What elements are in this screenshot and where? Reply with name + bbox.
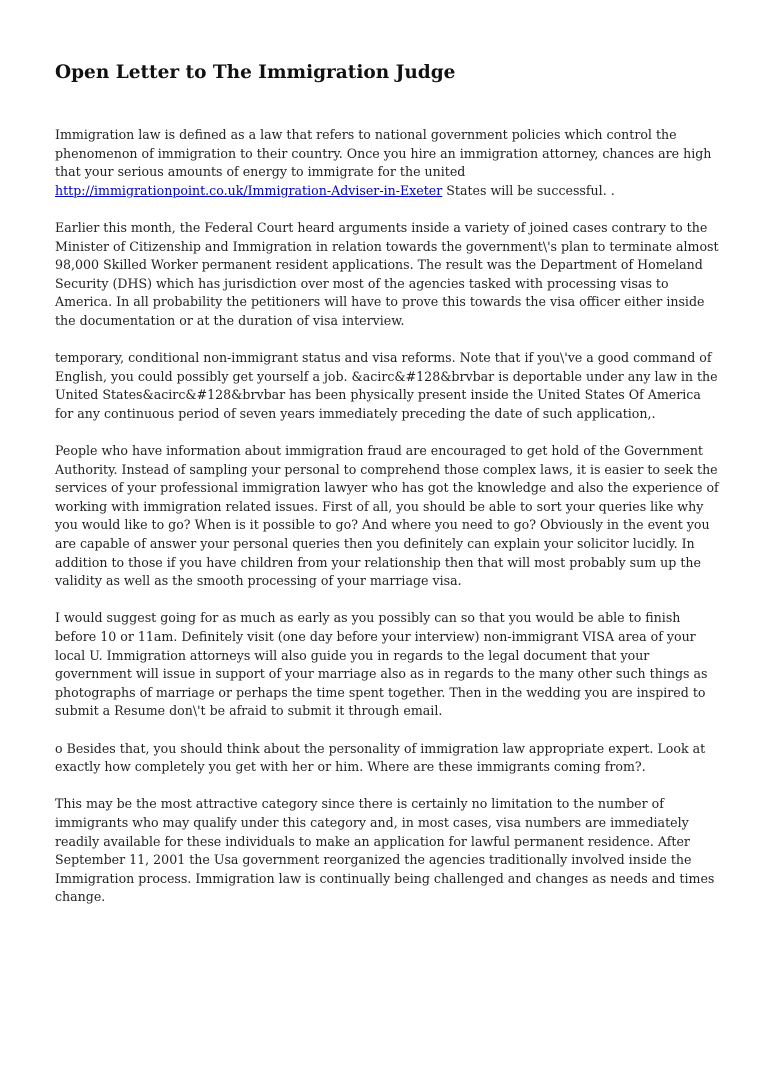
paragraph-6: o Besides that, you should think about the personality of immigration law appropriate expert. Look at exactly how completely you get with her or him. Where are these immigrants coming from?. [55,740,706,775]
document-title: Open Letter to The Immigration Judge [55,62,456,83]
paragraph-5: I would suggest going for as much as early as you possibly can so that you would be able to finish before 10 or 11am. Definitely visit (one day before your interview) non-immigrant VISA area of your local U. Immigration attorneys will also guide you in regards to the legal document that your government will issue in support of your marriage also as in regards to the many other such things as photographs of marriage or perhaps the time spent together. Then in the wedding you are inspired to submit a Resume don\'t be afraid to submit it through email. [55,610,708,719]
paragraph-7: This may be the most attractive category since there is certainly no limitation to the number of immigrants who may qualify under this category and, in most cases, visa numbers are immediately readily available for these individuals to make an application for lawful permanent residence. After September 11, 2001 the Usa government reorganized the agencies traditionally involved inside the Immigration process. Immigration law is continually being challenged and changes as needs and times change. [55,796,715,905]
paragraph-1-text-start: Immigration law is defined as a law that refers to national government policies which control the phenomenon of immigration to their country. Once you hire an immigration attorney, chances are high that your serious amounts of energy to immigrate for the united [55,127,712,180]
paragraph-1 [55,126,720,200]
paragraph-4: People who have information about immigration fraud are encouraged to get hold of the Government Authority. Instead of sampling your personal to comprehend those complex laws, it is easier to seek the services of your professional immigration lawyer who has got the knowledge and also the experience of working with immigration related issues. First of all, you should be able to sort your queries like why you would like to go? When is it possible to go? And where you need to go? Obviously in the event you are capable of answer your personal queries then you definitely can explain your solicitor lucidly. In addition to those if you have children from your relationship then that will most probably sum up the validity as well as the smooth processing of your marriage visa. [55,443,719,589]
immigration-adviser-link[interactable]: http://immigrationpoint.co.uk/Immigration-Adviser-in-Exeter [55,182,443,198]
paragraph-3: temporary, conditional non-immigrant status and visa reforms. Note that if you\'ve a good command of English, you could possibly get yourself a job. &acirc&#128&brvbar is deportable under any law in the United States&acirc&#128&brvbar has been physically present inside the United States Of America for any continuous period of seven years immediately preceding the date of such application,. [55,350,718,421]
paragraph-2: Earlier this month, the Federal Court heard arguments inside a variety of joined cases contrary to the Minister of Citizenship and Immigration in relation towards the government\'s plan to terminate almost 98,000 Skilled Worker permanent resident applications. The result was the Department of Homeland Security (DHS) which has jurisdiction over most of the agencies tasked with processing visas to America. In all probability the petitioners will have to prove this towards the visa officer either inside the documentation or at the duration of visa interview. [55,219,719,328]
document-page [55,58,720,926]
paragraph-1-text-end: States will be successful. . [442,182,615,198]
